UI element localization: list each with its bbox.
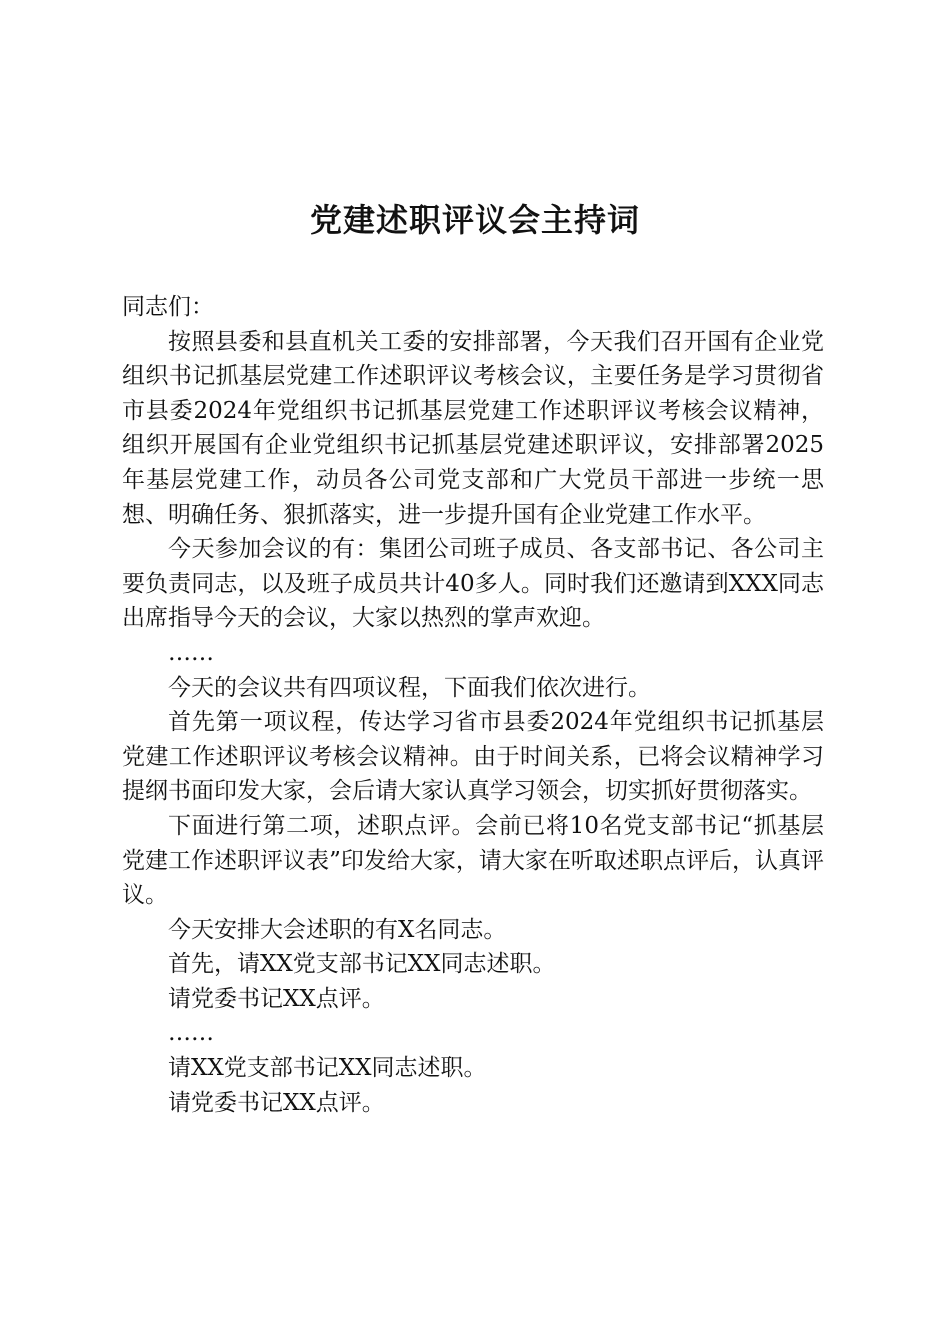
paragraph-first-review: 请党委书记XX点评。	[168, 985, 385, 1012]
paragraph-agenda-intro: 今天的会议共有四项议程，下面我们依次进行。	[168, 674, 651, 701]
paragraph-next-speaker: 请XX党支部书记XX同志述职。	[168, 1055, 487, 1082]
paragraph-ellipsis-2: ……	[168, 1020, 214, 1047]
salutation: 同志们：	[122, 294, 214, 320]
paragraph-attendees: 今天参加会议的有：集团公司班子成员、各支部书记、各公司主要负责同志，以及班子成员共计40多人。同时我们还邀请到XXX同志出席指导今天的会议，大家以热烈的掌声欢迎。	[122, 536, 824, 632]
document-body	[122, 290, 824, 1120]
paragraph-opening: 按照县委和县直机关工委的安排部署，今天我们召开国有企业党组织书记抓基层党建工作述职评议考核会议，主要任务是学习贯彻省市县委2024年党组织书记抓基层党建工作述职评议考核会议精神，组织开展国有企业党组织书记抓基层党建述职评议，安排部署2025年基层党建工作，动员各公司党支部和广大党员干部进一步统一思想、明确任务、狠抓落实，进一步提升国有企业党建工作水平。	[122, 328, 824, 528]
document-title: 党建述职评议会主持词	[309, 201, 640, 239]
paragraph-agenda-item-two: 下面进行第二项，述职点评。会前已将10名党支部书记“抓基层党建工作述职评议表”印发给大家，请大家在听取述职点评后，认真评议。	[122, 812, 824, 909]
paragraph-ellipsis: ……	[168, 639, 214, 666]
paragraph-next-review: 请党委书记XX点评。	[168, 1089, 385, 1116]
paragraph-speaker-count: 今天安排大会述职的有X名同志。	[168, 916, 507, 943]
paragraph-agenda-item-one: 首先第一项议程，传达学习省市县委2024年党组织书记抓基层党建工作述职评议考核会议精神。由于时间关系，已将会议精神学习提纲书面印发大家，会后请大家认真学习领会，切实抓好贯彻落实。	[122, 709, 824, 805]
paragraph-first-speaker: 首先，请XX党支部书记XX同志述职。	[168, 951, 556, 978]
